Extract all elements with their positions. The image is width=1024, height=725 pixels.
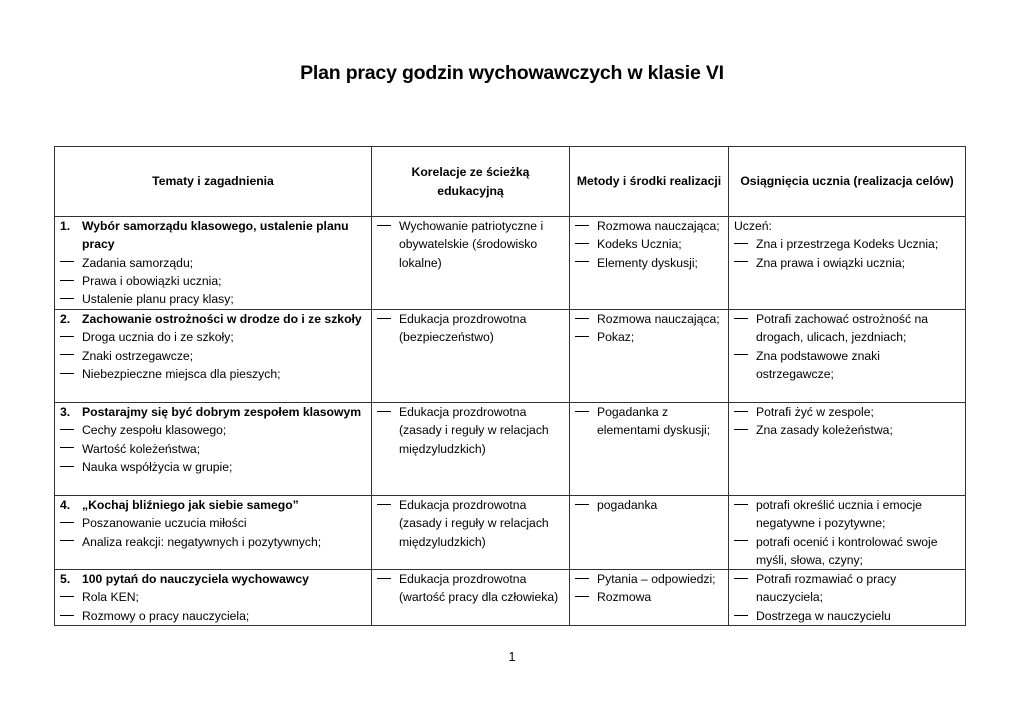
metoda-item-text: Kodeks Ucznia; bbox=[597, 237, 682, 252]
topic-heading bbox=[60, 217, 367, 254]
topic-number: 5. bbox=[60, 572, 71, 587]
topic-item-text: Analiza reakcji: negatywnych i pozytywnych; bbox=[82, 534, 322, 549]
topic-number: 4. bbox=[60, 498, 71, 512]
osiagniecie-item-text: Potrafi żyć w zespole; bbox=[756, 405, 874, 419]
dash-bullet-icon bbox=[60, 365, 82, 383]
dash-bullet-icon bbox=[734, 496, 756, 533]
dash-bullet-icon bbox=[575, 496, 597, 514]
topic-item bbox=[60, 514, 367, 532]
cell-metody bbox=[570, 403, 729, 496]
dash-bullet-icon bbox=[575, 254, 597, 272]
osiagniecie-item bbox=[734, 403, 961, 421]
page-title: Plan pracy godzin wychowawczych w klasie VI bbox=[300, 62, 724, 84]
topic-item bbox=[60, 607, 367, 625]
korelacja-item bbox=[377, 310, 565, 347]
osiagniecie-item-text: Potrafi zachować ostrożność na drogach, ulicach, jezdniach; bbox=[756, 312, 929, 345]
metoda-item bbox=[575, 310, 724, 328]
metoda-item-text: Pokaz; bbox=[597, 330, 635, 345]
topic-item-text: Wartość koleżeństwa; bbox=[82, 441, 201, 456]
cell-tematy bbox=[55, 310, 372, 403]
topic-item bbox=[60, 272, 367, 290]
osiagniecie-item bbox=[734, 496, 961, 533]
dash-bullet-icon bbox=[377, 570, 399, 607]
dash-bullet-icon bbox=[60, 514, 82, 532]
osiagniecie-item bbox=[734, 347, 961, 384]
dash-bullet-icon bbox=[60, 347, 82, 365]
topic-heading bbox=[60, 496, 367, 514]
topic-number: 2. bbox=[60, 312, 71, 326]
dash-bullet-icon bbox=[575, 310, 597, 328]
osiagniecie-item-text: Potrafi rozmawiać o pracy nauczyciela; bbox=[756, 572, 897, 605]
topic-heading bbox=[60, 570, 367, 588]
metoda-item-text: Pogadanka z elementami dyskusji; bbox=[597, 405, 711, 438]
topic-item bbox=[60, 421, 367, 439]
dash-bullet-icon bbox=[60, 458, 82, 476]
cell-tematy bbox=[55, 403, 372, 496]
plan-table bbox=[54, 146, 966, 626]
cell-metody bbox=[570, 217, 729, 310]
cell-osiagniecia bbox=[729, 570, 966, 626]
korelacja-item bbox=[377, 217, 565, 272]
cell-tematy bbox=[55, 217, 372, 310]
cell-tematy bbox=[55, 570, 372, 626]
korelacja-item-text: Wychowanie patriotyczne i obywatelskie (środowisko lokalne) bbox=[399, 219, 544, 270]
dash-bullet-icon bbox=[734, 607, 756, 625]
topic-title: „Kochaj bliźniego jak siebie samego” bbox=[82, 498, 299, 512]
topic-title: 100 pytań do nauczyciela wychowawcy bbox=[82, 572, 309, 587]
dash-bullet-icon bbox=[734, 570, 756, 607]
osiagniecie-item-text: potrafi określić ucznia i emocje negatywne i pozytywne; bbox=[756, 498, 922, 531]
cell-metody bbox=[570, 570, 729, 626]
metoda-item-text: Rozmowa nauczająca; bbox=[597, 312, 720, 326]
topic-item-text: Znaki ostrzegawcze; bbox=[82, 348, 194, 363]
dash-bullet-icon bbox=[575, 235, 597, 253]
cell-osiagniecia bbox=[729, 403, 966, 496]
topic-item bbox=[60, 290, 367, 308]
dash-bullet-icon bbox=[60, 440, 82, 458]
topic-item-text: Ustalenie planu pracy klasy; bbox=[82, 292, 234, 307]
cell-korelacje bbox=[372, 217, 570, 310]
topic-item-text: Cechy zespołu klasowego; bbox=[82, 423, 227, 438]
header-korelacje: Korelacje ze ścieżką edukacyjną bbox=[372, 147, 570, 217]
topic-item-text: Zadania samorządu; bbox=[82, 255, 194, 270]
metoda-item-text: Rozmowa nauczająca; bbox=[597, 219, 720, 233]
metoda-item-text: Pytania – odpowiedzi; bbox=[597, 572, 716, 587]
osiagniecia-intro: Uczeń: bbox=[734, 219, 772, 233]
topic-title: Postarajmy się być dobrym zespołem klasowym bbox=[82, 405, 362, 419]
dash-bullet-icon bbox=[734, 310, 756, 347]
dash-bullet-icon bbox=[575, 588, 597, 606]
cell-korelacje bbox=[372, 310, 570, 403]
korelacja-item-text: Edukacja prozdrowotna (wartość pracy dla człowieka) bbox=[399, 572, 559, 605]
metoda-item-text: pogadanka bbox=[597, 498, 658, 512]
metoda-item bbox=[575, 217, 724, 235]
metoda-item bbox=[575, 254, 724, 272]
table-row bbox=[55, 496, 966, 570]
table-row bbox=[55, 310, 966, 403]
header-osiagniecia: Osiągnięcia ucznia (realizacja celów) bbox=[729, 147, 966, 217]
dash-bullet-icon bbox=[377, 496, 399, 551]
topic-item-text: Rozmowy o pracy nauczyciela; bbox=[82, 608, 250, 623]
cell-osiagniecia bbox=[729, 310, 966, 403]
topic-heading bbox=[60, 310, 367, 328]
cell-korelacje bbox=[372, 496, 570, 570]
dash-bullet-icon bbox=[60, 272, 82, 290]
topic-heading bbox=[60, 403, 367, 421]
cell-metody bbox=[570, 496, 729, 570]
dash-bullet-icon bbox=[60, 533, 82, 551]
topic-title: Wybór samorządu klasowego, ustalenie planu pracy bbox=[82, 219, 349, 252]
topic-number: 1. bbox=[60, 219, 71, 233]
osiagniecie-item-text: Zna podstawowe znaki ostrzegawcze; bbox=[756, 348, 880, 381]
dash-bullet-icon bbox=[734, 235, 756, 253]
topic-item-text: Niebezpieczne miejsca dla pieszych; bbox=[82, 366, 281, 381]
dash-bullet-icon bbox=[60, 607, 82, 625]
dash-bullet-icon bbox=[60, 328, 82, 346]
page-number: 1 bbox=[508, 650, 516, 664]
topic-item bbox=[60, 588, 367, 606]
dash-bullet-icon bbox=[60, 290, 82, 308]
metoda-item bbox=[575, 496, 724, 514]
topic-title: Zachowanie ostrożności w drodze do i ze szkoły bbox=[82, 312, 362, 326]
korelacja-item bbox=[377, 570, 565, 607]
osiagniecie-item-text: Zna zasady koleżeństwa; bbox=[756, 423, 893, 438]
dash-bullet-icon bbox=[734, 347, 756, 384]
header-tematy: Tematy i zagadnienia bbox=[55, 147, 372, 217]
osiagniecie-item bbox=[734, 421, 961, 439]
dash-bullet-icon bbox=[60, 588, 82, 606]
table-header-row bbox=[55, 147, 966, 217]
dash-bullet-icon bbox=[377, 310, 399, 347]
topic-item bbox=[60, 458, 367, 476]
dash-bullet-icon bbox=[734, 421, 756, 439]
korelacja-item-text: Edukacja prozdrowotna (zasady i reguły w relacjach międzyludzkich) bbox=[399, 498, 549, 549]
metoda-item-text: Rozmowa bbox=[597, 590, 652, 605]
dash-bullet-icon bbox=[734, 533, 756, 570]
dash-bullet-icon bbox=[575, 403, 597, 440]
table-row bbox=[55, 570, 966, 626]
dash-bullet-icon bbox=[734, 254, 756, 272]
dash-bullet-icon bbox=[377, 403, 399, 458]
dash-bullet-icon bbox=[60, 254, 82, 272]
osiagniecie-item bbox=[734, 533, 961, 570]
osiagniecie-item bbox=[734, 254, 961, 272]
osiagniecie-item-text: Zna prawa i owiązki ucznia; bbox=[756, 255, 906, 270]
dash-bullet-icon bbox=[60, 421, 82, 439]
topic-item bbox=[60, 533, 367, 551]
korelacja-item bbox=[377, 403, 565, 458]
dash-bullet-icon bbox=[377, 217, 399, 272]
topic-item bbox=[60, 347, 367, 365]
topic-item-text: Rola KEN; bbox=[82, 590, 139, 605]
cell-tematy bbox=[55, 496, 372, 570]
topic-item bbox=[60, 440, 367, 458]
cell-osiagniecia bbox=[729, 496, 966, 570]
topic-item-text: Droga ucznia do i ze szkoły; bbox=[82, 330, 234, 345]
dash-bullet-icon bbox=[734, 403, 756, 421]
metoda-item-text: Elementy dyskusji; bbox=[597, 255, 698, 270]
dash-bullet-icon bbox=[575, 217, 597, 235]
osiagniecie-item-text: Dostrzega w nauczycielu bbox=[756, 608, 891, 623]
topic-item-text: Prawa i obowiązki ucznia; bbox=[82, 273, 222, 288]
osiagniecie-item-text: potrafi ocenić i kontrolować swoje myśli, słowa, czyny; bbox=[756, 534, 938, 567]
topic-item bbox=[60, 328, 367, 346]
topic-item-text: Nauka współżycia w grupie; bbox=[82, 459, 233, 474]
dash-bullet-icon bbox=[575, 328, 597, 346]
korelacja-item-text: Edukacja prozdrowotna (bezpieczeństwo) bbox=[399, 312, 527, 345]
topic-item-text: Poszanowanie uczucia miłości bbox=[82, 516, 247, 531]
metoda-item bbox=[575, 328, 724, 346]
osiagniecie-item bbox=[734, 607, 961, 625]
osiagniecie-item bbox=[734, 570, 961, 607]
cell-korelacje bbox=[372, 403, 570, 496]
header-metody: Metody i środki realizacji bbox=[570, 147, 729, 217]
cell-korelacje bbox=[372, 570, 570, 626]
table-row bbox=[55, 403, 966, 496]
osiagniecie-item bbox=[734, 235, 961, 253]
korelacja-item-text: Edukacja prozdrowotna (zasady i reguły w relacjach międzyludzkich) bbox=[399, 405, 549, 456]
table-row bbox=[55, 217, 966, 310]
osiagniecie-item bbox=[734, 310, 961, 347]
topic-item bbox=[60, 365, 367, 383]
metoda-item bbox=[575, 403, 724, 440]
metoda-item bbox=[575, 570, 724, 588]
cell-metody bbox=[570, 310, 729, 403]
topic-item bbox=[60, 254, 367, 272]
dash-bullet-icon bbox=[575, 570, 597, 588]
cell-osiagniecia bbox=[729, 217, 966, 310]
metoda-item bbox=[575, 235, 724, 253]
topic-number: 3. bbox=[60, 405, 71, 419]
korelacja-item bbox=[377, 496, 565, 551]
osiagniecie-item-text: Zna i przestrzega Kodeks Ucznia; bbox=[756, 237, 939, 252]
metoda-item bbox=[575, 588, 724, 606]
